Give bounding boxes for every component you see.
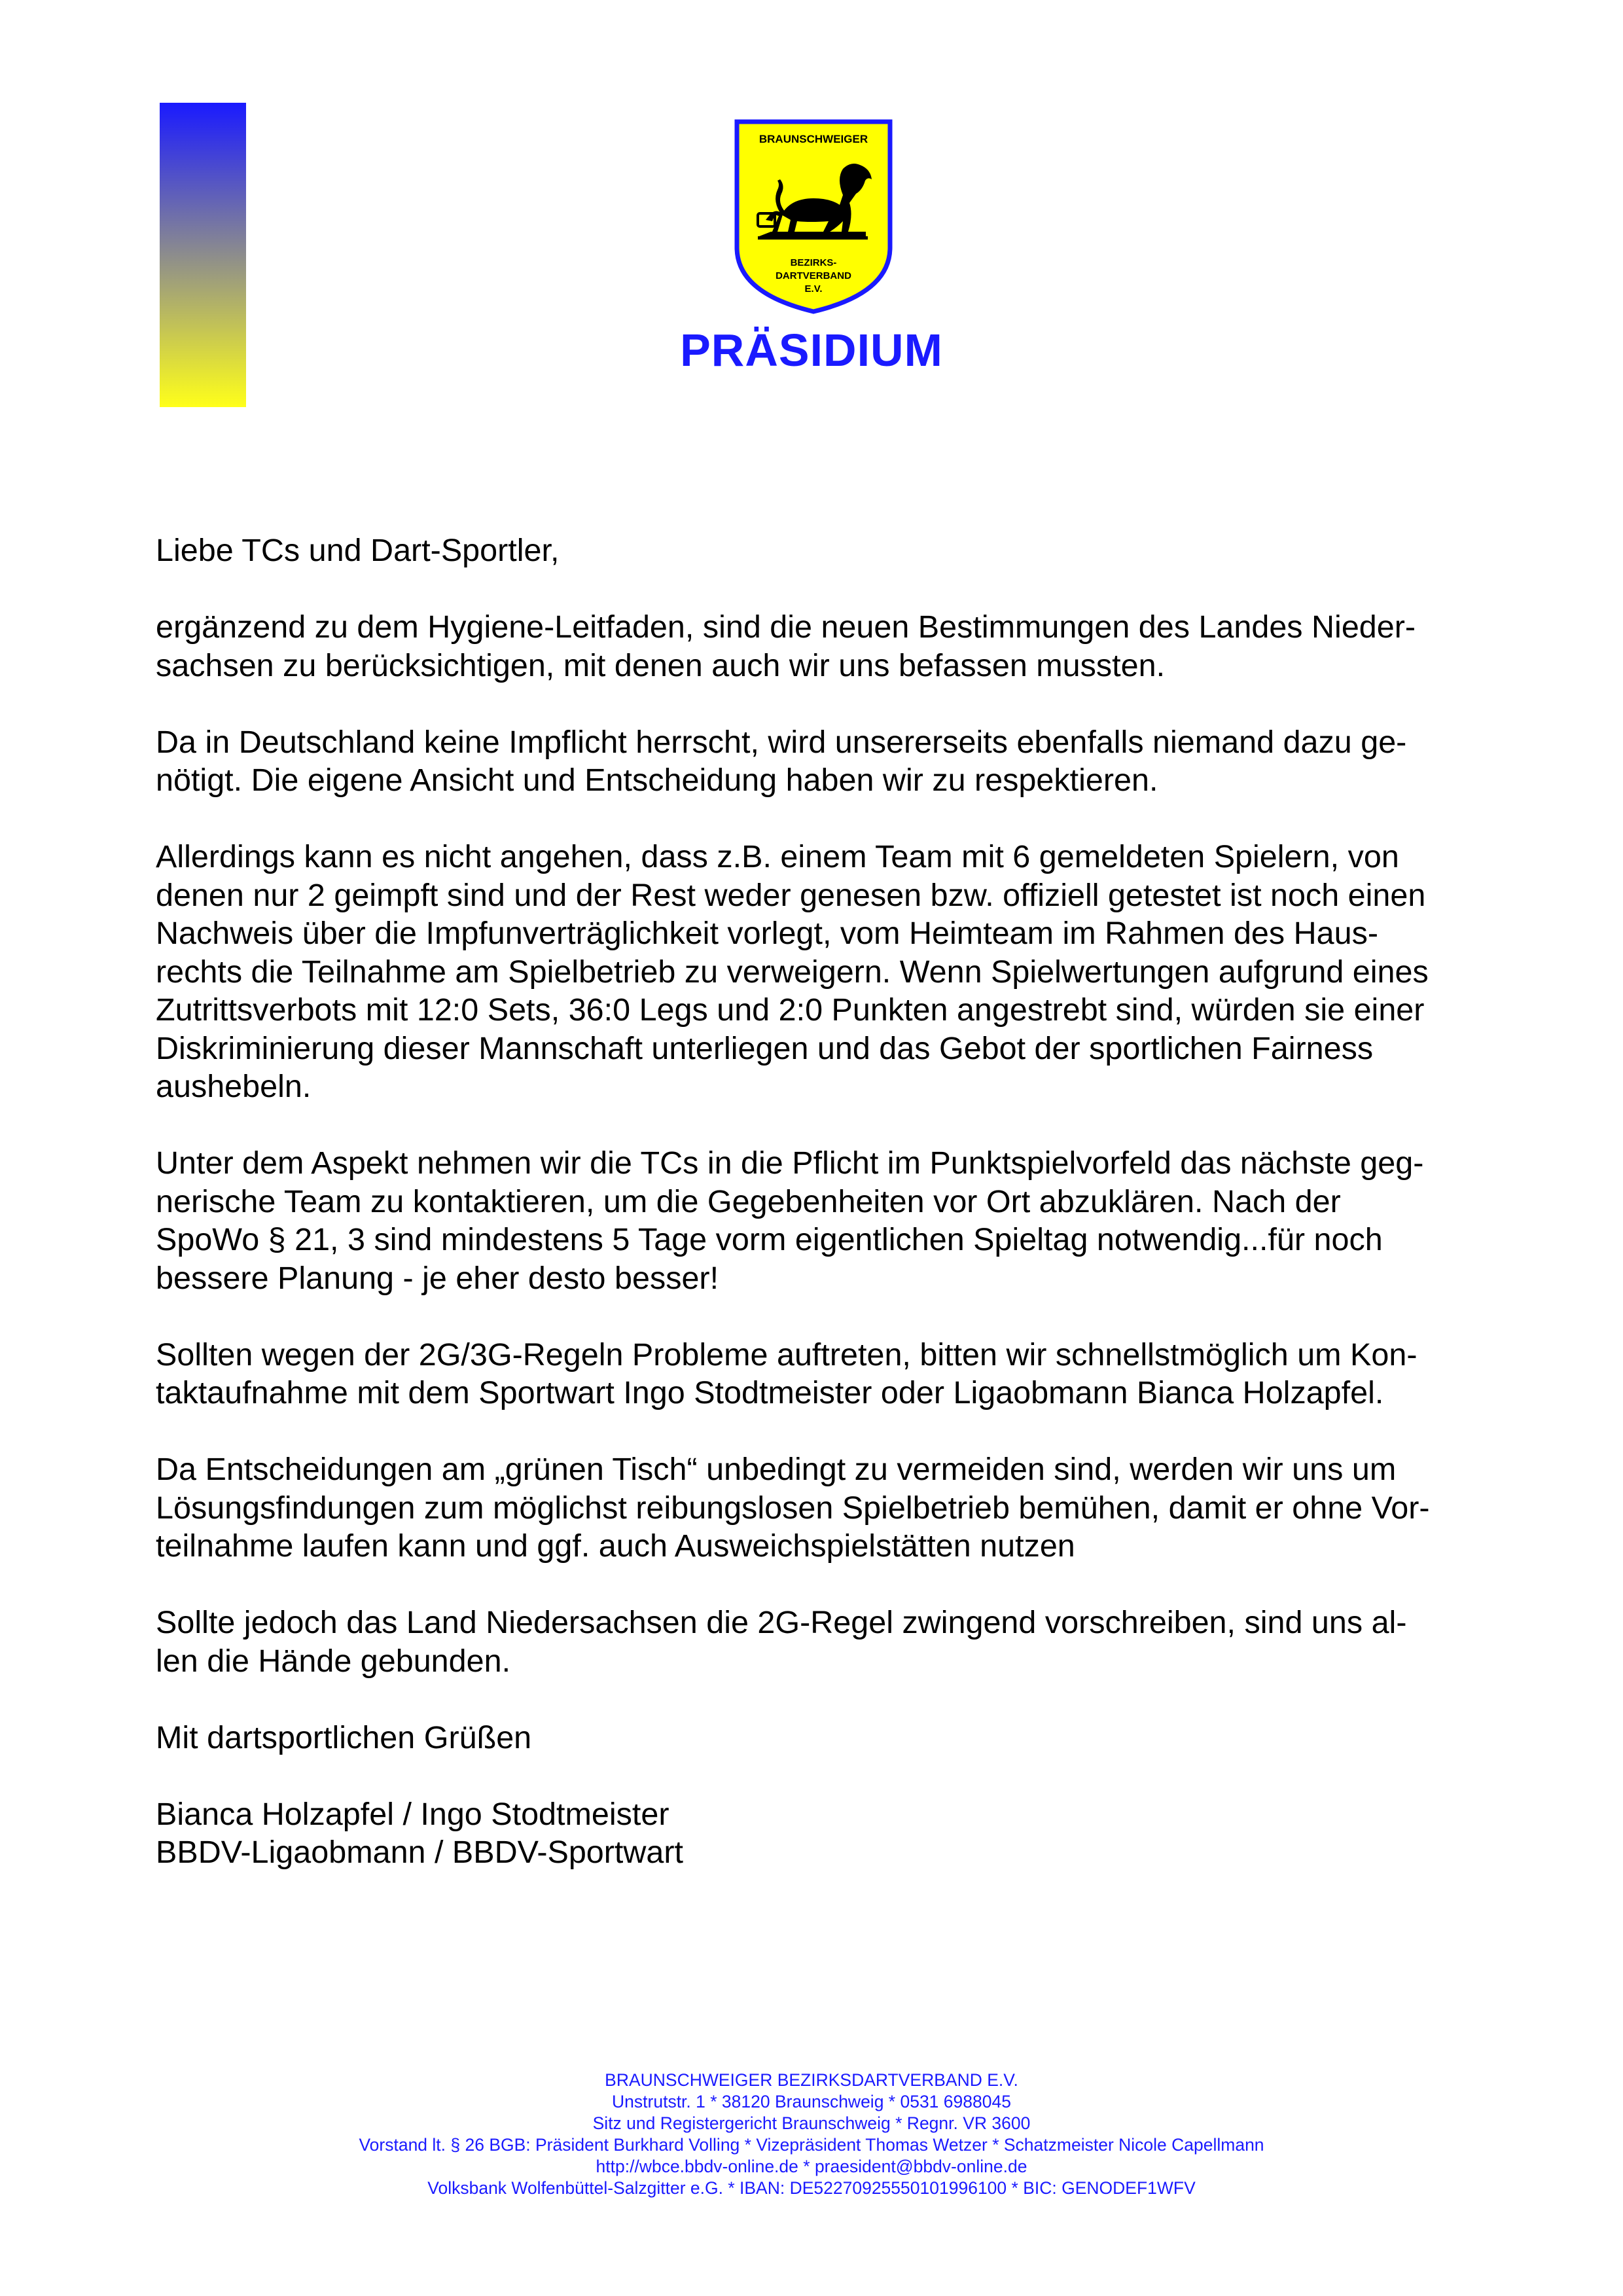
signature-block [156,1795,1484,1872]
logo-bottom-line1: BEZIRKS- [790,257,837,268]
paragraph-6 [156,1450,1484,1566]
paragraph-3-line: denen nur 2 geimpft sind und der Rest weder genesen bzw. offiziell getestet ist noch einen [156,877,1426,913]
logo-bottom-line3: E.V. [804,283,823,295]
paragraph-3-line: Nachweis über die Impfunverträglichkeit vorlegt, vom Heimteam im Rahmen des Haus- [156,916,1378,951]
paragraph-2 [156,723,1484,800]
paragraph-3-line: Zutrittsverbots mit 12:0 Sets, 36:0 Legs und 2:0 Punkten angestrebt sind, würden sie einer [156,992,1425,1028]
footer-web-email: http://wbce.bbdv-online.de * praesident@bbdv-online.de [596,2157,1027,2176]
footer-address: Unstrutstr. 1 * 38120 Braunschweig * 0531 6988045 [612,2092,1011,2111]
footer-org-name: BRAUNSCHWEIGER BEZIRKSDARTVERBAND E.V. [605,2070,1018,2090]
paragraph-5 [156,1336,1484,1412]
footer-board: Vorstand lt. § 26 BGB: Präsident Burkhard Volling * Vizepräsident Thomas Wetzer * Schatzmeister Nicole Capellmann [359,2135,1264,2155]
signature-roles: BBDV-Ligaobmann / BBDV-Sportwart [156,1835,684,1870]
letter-body [156,531,1484,1910]
paragraph-3-line: rechts die Teilnahme am Spielbetrieb zu verweigern. Wenn Spielwertungen aufgrund eines [156,954,1429,990]
logo-bottom-line2: DARTVERBAND [776,270,851,281]
paragraph-3 [156,838,1484,1106]
paragraph-3-line: Diskriminierung dieser Mannschaft unterliegen und das Gebot der sportlichen Fairness [156,1030,1374,1066]
closing [156,1719,1484,1757]
paragraph-4-line: bessere Planung - je eher desto besser! [156,1260,719,1296]
paragraph-6-line: Lösungsfindungen zum möglichst reibungslosen Spielbetrieb bemühen, damit er ohne Vor- [156,1490,1430,1526]
footer-registry: Sitz und Registergericht Braunschweig * Regnr. VR 3600 [592,2113,1031,2133]
signature-names: Bianca Holzapfel / Ingo Stodtmeister [156,1796,669,1832]
paragraph-7-line: Sollte jedoch das Land Niedersachsen die 2G-Regel zwingend vorschreiben, sind uns al- [156,1605,1407,1640]
footer [0,2070,1623,2199]
paragraph-5-line: taktaufnahme mit dem Sportwart Ingo Stodtmeister oder Ligaobmann Bianca Holzapfel. [156,1375,1384,1410]
paragraph-5-line: Sollten wegen der 2G/3G-Regeln Probleme auftreten, bitten wir schnellstmöglich um Kon- [156,1336,1418,1372]
logo-top-text: BRAUNSCHWEIGER [758,133,868,145]
paragraph-7 [156,1604,1484,1680]
closing-line: Mit dartsportlichen Grüßen [156,1719,532,1755]
paragraph-4-line: nerische Team zu kontaktieren, um die Gegebenheiten vor Ort abzuklären. Nach der [156,1183,1341,1219]
paragraph-3-line: aushebeln. [156,1069,312,1104]
footer-bank: Volksbank Wolfenbüttel-Salzgitter e.G. * IBAN: DE52270925550101996100 * BIC: GENODEF1WFV [427,2178,1196,2198]
paragraph-7-line: len die Hände gebunden. [156,1643,511,1679]
bbdv-logo [732,117,895,317]
paragraph-3-line: Allerdings kann es nicht angehen, dass z.B. einem Team mit 6 gemeldeten Spielern, von [156,839,1399,874]
salutation-line: Liebe TCs und Dart-Sportler, [156,533,560,568]
paragraph-6-line: teilnahme laufen kann und ggf. auch Ausweichspielstätten nutzen [156,1528,1075,1564]
paragraph-4-line: SpoWo § 21, 3 sind mindestens 5 Tage vorm eigentlichen Spieltag notwendig...für noch [156,1222,1383,1257]
paragraph-1-line: sachsen zu berücksichtigen, mit denen auch wir uns befassen mussten. [156,647,1166,683]
paragraph-4-line: Unter dem Aspekt nehmen wir die TCs in die Pflicht im Punktspielvorfeld das nächste geg- [156,1145,1424,1181]
logo-shield-graphic [732,117,895,317]
paragraph-1 [156,608,1484,685]
page-title: PRÄSIDIUM [680,325,943,376]
paragraph-1-line: ergänzend zu dem Hygiene-Leitfaden, sind die neuen Bestimmungen des Landes Nieder- [156,609,1416,645]
salutation [156,531,1484,570]
paragraph-2-line: nötigt. Die eigene Ansicht und Entscheidung haben wir zu respektieren. [156,762,1158,798]
paragraph-4 [156,1144,1484,1297]
paragraph-6-line: Da Entscheidungen am „grünen Tisch“ unbedingt zu vermeiden sind, werden wir uns um [156,1452,1397,1487]
paragraph-2-line: Da in Deutschland keine Impflicht herrscht, wird unsererseits ebenfalls niemand dazu ge- [156,724,1407,760]
